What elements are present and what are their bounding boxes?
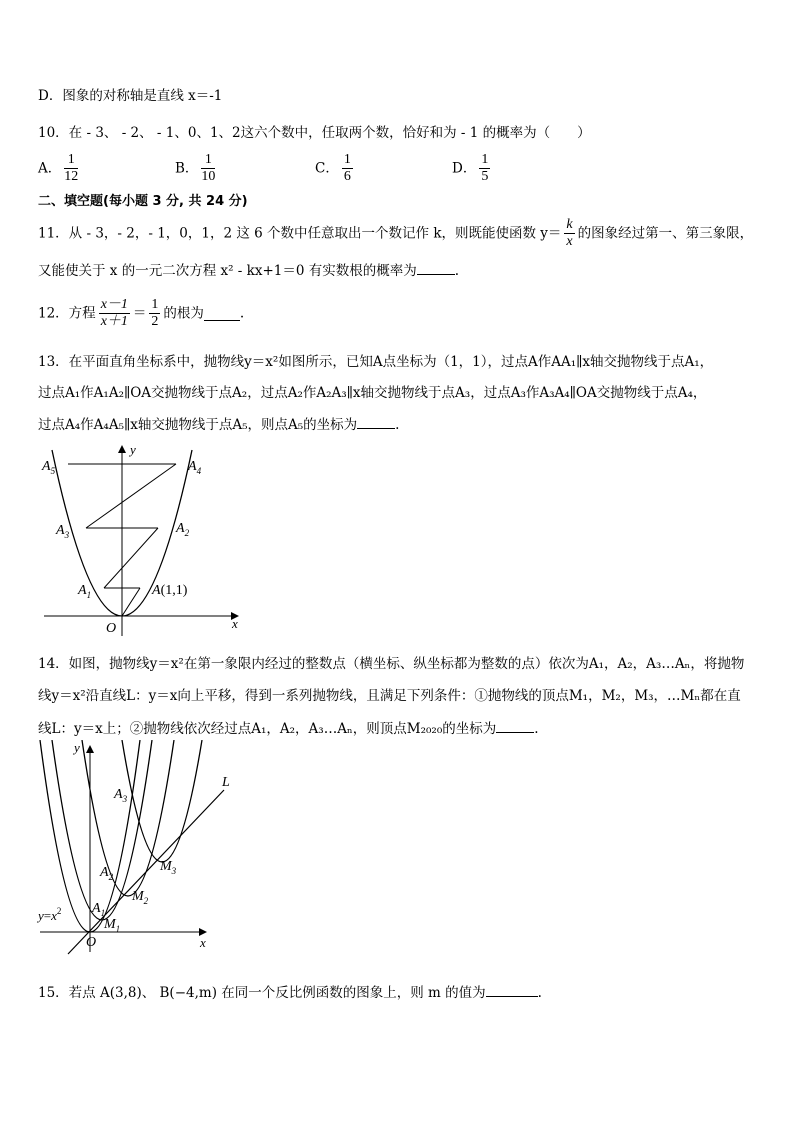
answer-blank[interactable] bbox=[417, 260, 455, 275]
question-13-line3: 过点A₄作A₄A₅∥x轴交抛物线于点A₅，则点A₅的坐标为 . bbox=[38, 414, 399, 435]
figure-14-parabolas bbox=[34, 740, 244, 955]
label-origin: O bbox=[86, 935, 97, 950]
answer-blank[interactable] bbox=[357, 414, 395, 429]
label-m3: $M_3$ bbox=[160, 859, 177, 876]
segment-a1-a2 bbox=[104, 528, 158, 588]
question-12: 12．方程 $\frac{x-1}{x+1}$ ＝ $\frac{1}{2}$ 的根为 . bbox=[38, 297, 245, 329]
label-a5: $A_5$ bbox=[42, 459, 56, 476]
label-m1: $M_1$ bbox=[104, 917, 121, 934]
segment-a3-a4 bbox=[86, 464, 176, 528]
figure-13-parabola bbox=[34, 440, 254, 640]
answer-blank[interactable] bbox=[496, 718, 534, 733]
label-a3: $A_3$ bbox=[114, 787, 128, 804]
question-14-line3: 线L：y＝x上；②抛物线依次经过点A₁，A₂，A₃…Aₙ，则顶点M₂₀₂₀的坐标为 . bbox=[38, 718, 539, 739]
answer-blank[interactable] bbox=[486, 982, 538, 997]
label-y: y bbox=[74, 740, 80, 755]
label-origin: O bbox=[106, 621, 117, 636]
question-10-options bbox=[38, 152, 758, 192]
answer-blank[interactable] bbox=[204, 306, 240, 321]
label-a1: $A_1$ bbox=[92, 901, 106, 918]
option-d-q9: D．图象的对称轴是直线 x＝-1 bbox=[38, 88, 223, 104]
label-a2: $A_2$ bbox=[176, 521, 190, 538]
label-x: x bbox=[200, 935, 206, 950]
option-b[interactable]: B． $\frac{1}{10}$ bbox=[175, 152, 216, 184]
label-m2: $M_2$ bbox=[132, 889, 149, 906]
option-a[interactable]: A． $\frac{1}{12}$ bbox=[38, 152, 79, 184]
label-base-equation: $y=x^2$ bbox=[38, 906, 62, 923]
option-d[interactable]: D． $\frac{1}{5}$ bbox=[452, 152, 489, 184]
label-l: L bbox=[222, 775, 230, 790]
section-heading: 二、填空题(每小题 3 分, 共 24 分) bbox=[38, 194, 248, 209]
segment-oa bbox=[122, 588, 140, 616]
question-15: 15．若点 A(3,8)、 B(−4,m) 在同一个反比例函数的图象上，则 m 的值为 . bbox=[38, 982, 542, 1003]
question-14-line1: 14．如图，抛物线y＝x²在第一象限内经过的整数点（横坐标、纵坐标都为整数的点）依次为A₁，A₂，A₃…Aₙ，将抛物 bbox=[38, 656, 745, 672]
label-a4: $A_4$ bbox=[188, 459, 202, 476]
question-14-line2: 线y＝x²沿直线L：y＝x向上平移，得到一系列抛物线，且满足下列条件：①抛物线的顶点M₁，M₂，M₃，…Mₙ都在直 bbox=[38, 688, 741, 704]
question-10-stem: 10．在 - 3、 - 2、 - 1、0、1、2这六个数中，任取两个数，恰好和为 - 1 的概率为（ ） bbox=[38, 125, 591, 141]
label-y: y bbox=[130, 442, 136, 457]
label-a-point: A(1,1) bbox=[152, 583, 188, 598]
question-13-line2: 过点A₁作A₁A₂∥OA交抛物线于点A₂，过点A₂作A₂A₃∥x轴交抛物线于点A₃，过点A₃作A₃A₄∥OA交抛物线于点A₄， bbox=[38, 385, 707, 401]
label-a3: $A_3$ bbox=[56, 523, 70, 540]
option-c[interactable]: C． $\frac{1}{6}$ bbox=[315, 152, 351, 184]
question-11-line2: 又能使关于 x 的一元二次方程 x² - kx+1＝0 有实数根的概率为 . bbox=[38, 260, 459, 281]
question-13-line1: 13．在平面直角坐标系中，抛物线y＝x²如图所示，已知A点坐标为（1，1），过点A作AA₁∥x轴交抛物线于点A₁， bbox=[38, 354, 714, 370]
label-a2: $A_2$ bbox=[100, 865, 114, 882]
label-x: x bbox=[232, 616, 238, 631]
question-11-line1: 11．从 - 3，- 2，- 1，0，1，2 这 6 个数中任意取出一个数记作 k，则既能使函数 y＝ $\frac{k}{x}$ 的图象经过第一、第三象限， bbox=[38, 217, 754, 249]
label-a1: $A_1$ bbox=[78, 583, 92, 600]
